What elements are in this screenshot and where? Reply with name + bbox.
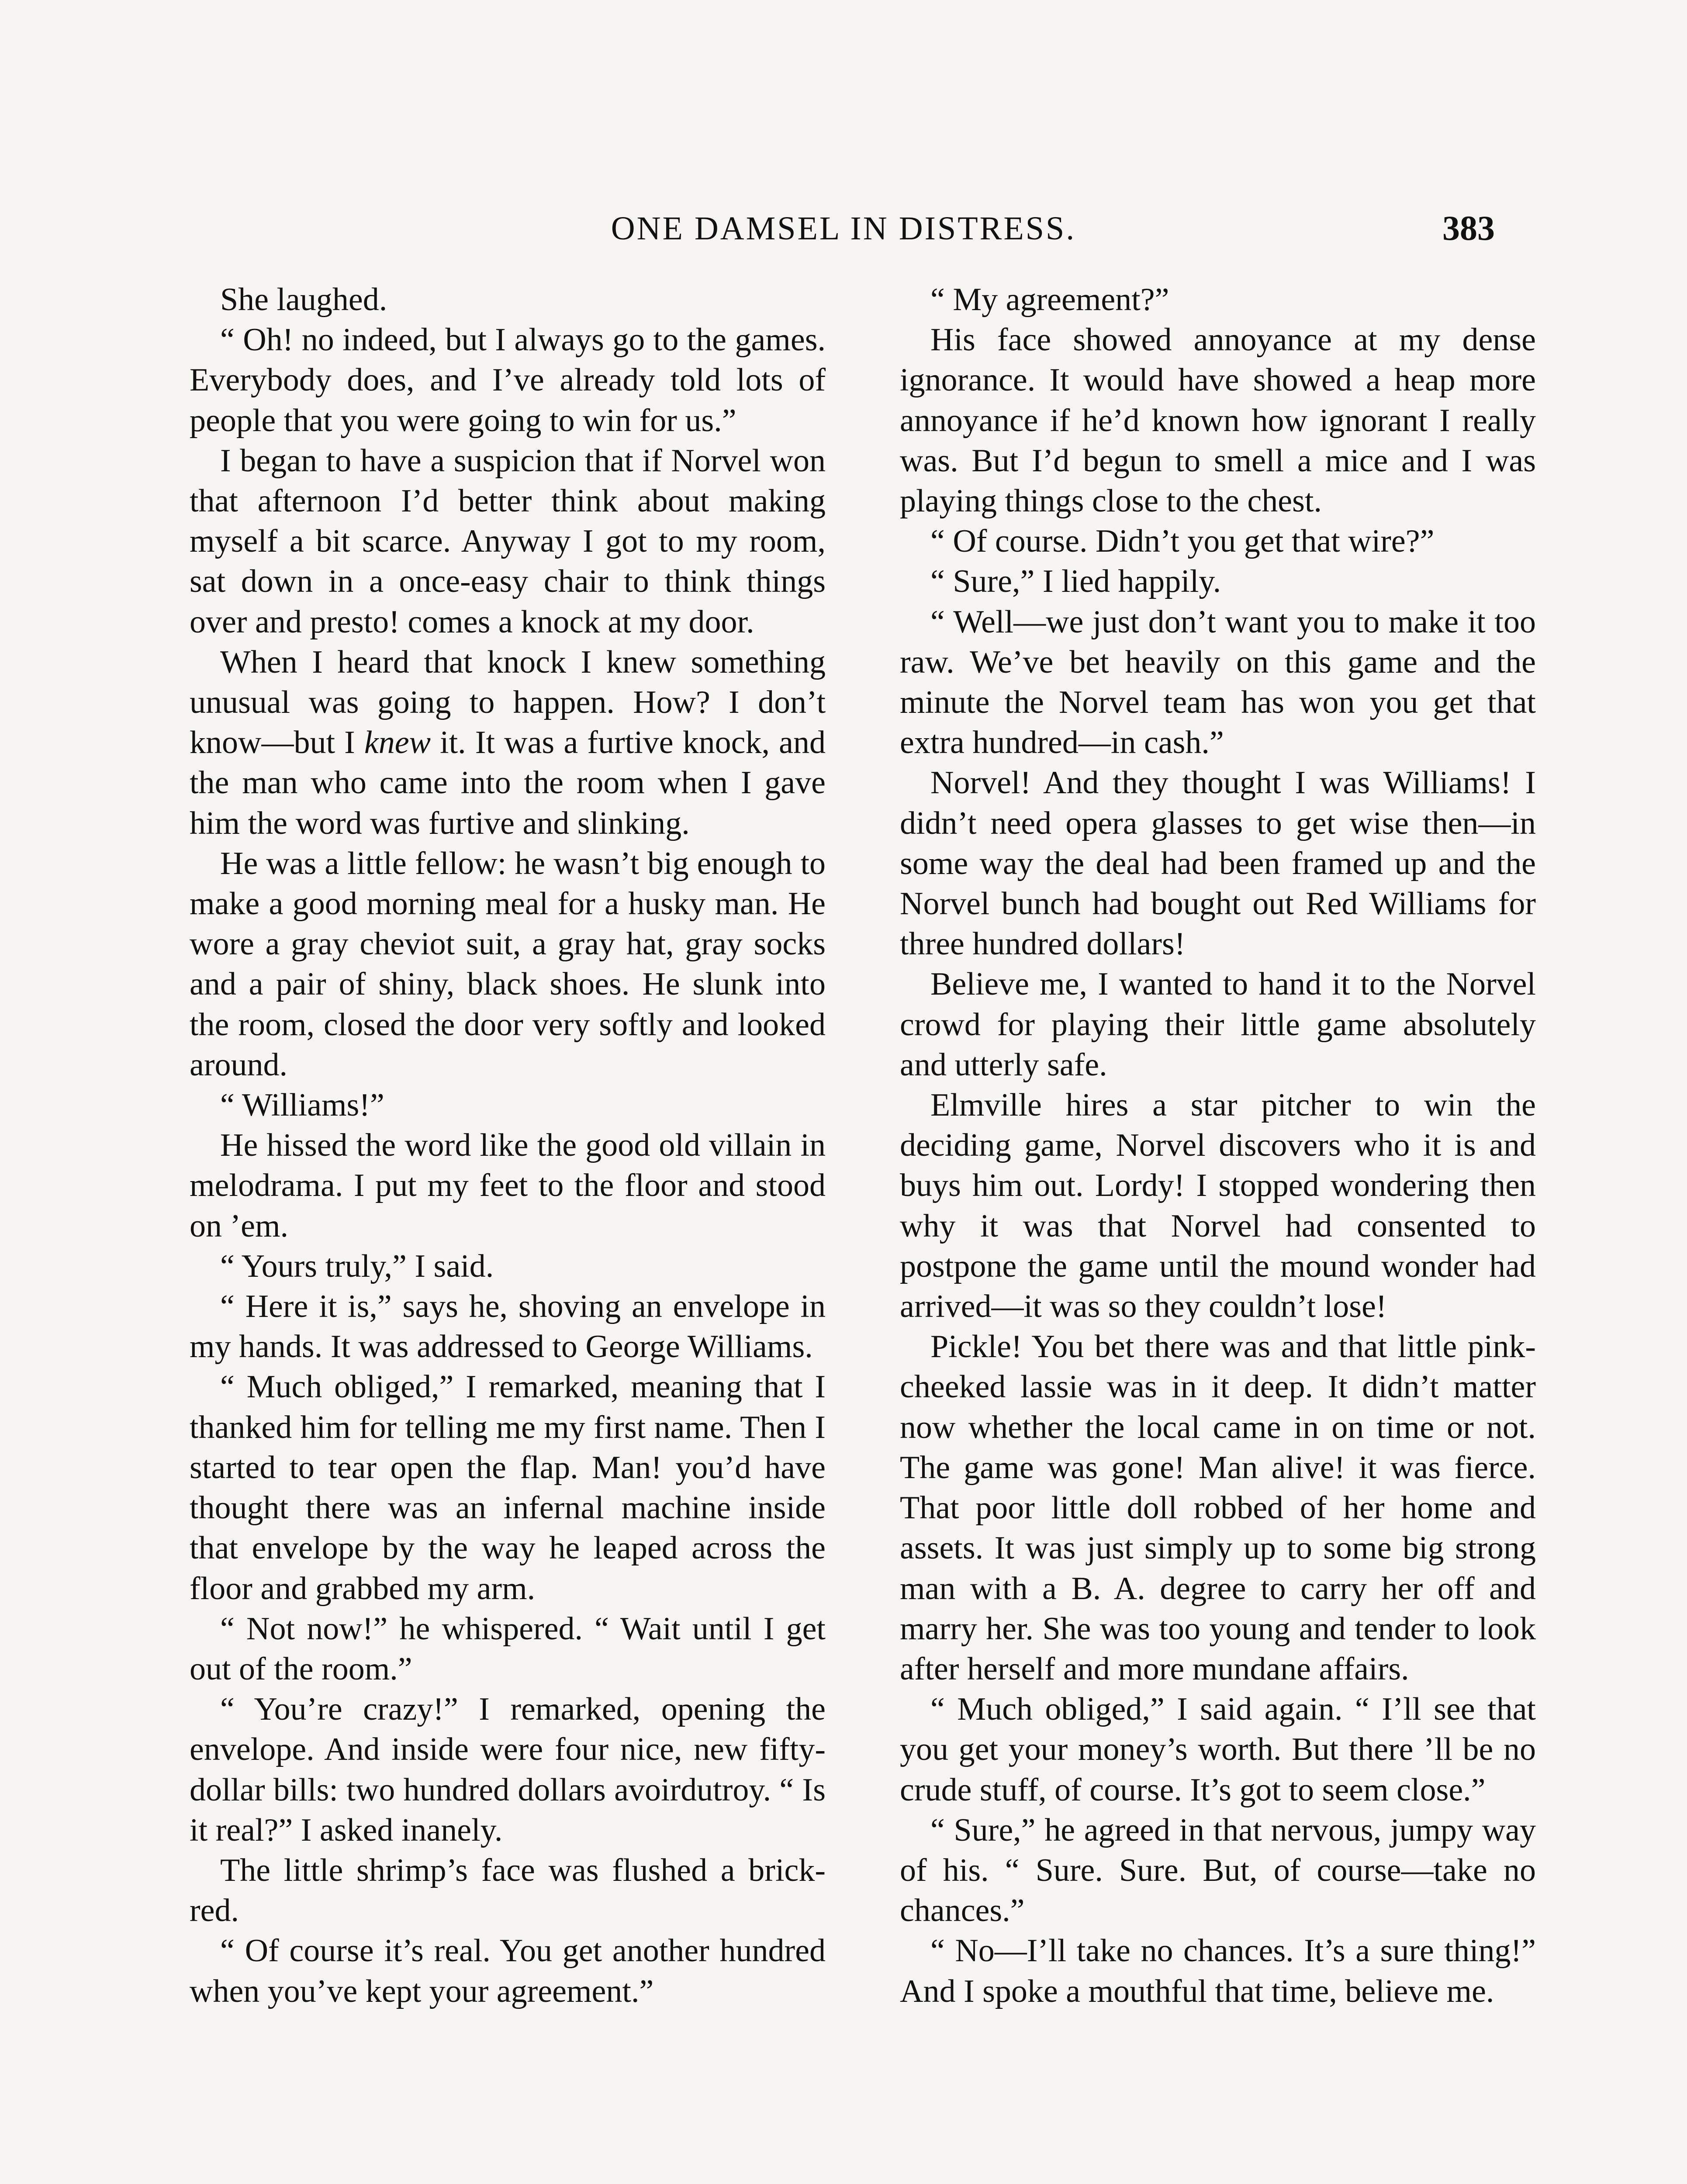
paragraph: “ Well—we just don’t want you to make it too raw. We’ve bet heavily on this game and the minute the Norvel team has won you get that extra hundred—in cash.” [900, 604, 1536, 761]
paragraph: “ Sure,” I lied happily. [930, 563, 1221, 600]
paragraph: “ Oh! no indeed, but I always go to the games. Everybody does, and I’ve already told lots of people that you were going to win for us.” [190, 322, 826, 439]
paragraph: Believe me, I wanted to hand it to the Norvel crowd for playing their little game absolutely and utterly safe. [900, 966, 1536, 1083]
paragraph: He hissed the word like the good old villain in melodrama. I put my feet to the floor and stood on ’em. [190, 1127, 826, 1244]
paragraph: I began to have a suspicion that if Norvel won that afternoon I’d better think about making myself a bit scarce. Anyway I got to my room, sat down in a once-easy chair to think things over and presto! comes a knock at my door. [190, 442, 826, 640]
paragraph: Norvel! And they thought I was Williams! I didn’t need opera glasses to get wise then—in some way the deal had been framed up and the Norvel bunch had bought out Red Williams for three hundred dollars! [900, 765, 1536, 962]
paragraph: “ Of course. Didn’t you get that wire?” [930, 523, 1435, 560]
paragraph: Elmville hires a star pitcher to win the deciding game, Norvel discovers who it is and buys him out. Lordy! I stopped wondering then why it was that Norvel had consented to postpone the game until the mound wonder had arrived—it was so they couldn’t lose! [900, 1087, 1536, 1325]
running-title: ONE DAMSEL IN DISTRESS. [611, 210, 1076, 247]
paragraph [190, 642, 826, 843]
page-header [192, 204, 1495, 252]
paragraph: “ Yours truly,” I said. [220, 1248, 494, 1284]
paragraph: Pickle! You bet there was and that little pink-cheeked lassie was in it deep. It didn’t matter now whether the local came in on time or not. The game was gone! Man alive! it was fierce. That poor little doll robbed of her home and assets. It was just simply up to some big strong man with a B. A. degree to carry her off and marry her. She was too young and tender to look after herself and more mundane affairs. [900, 1329, 1536, 1687]
paragraph: “ No—I’ll take no chances. It’s a sure thing!” And I spoke a mouthful that time, believe me. [900, 1933, 1536, 2009]
paragraph: “ You’re crazy!” I remarked, opening the envelope. And inside were four nice, new fifty-dollar bills: two hundred dollars avoirdutroy. “ Is it real?” I asked inanely. [190, 1691, 826, 1848]
paragraph: “ Much obliged,” I remarked, meaning that I thanked him for telling me my first name. Then I started to tear open the flap. Man! you’d have thought there was an infernal machine inside that envelope by the way he leaped across the floor and grabbed my arm. [190, 1369, 826, 1607]
paragraph: “ My agreement?” [930, 282, 1169, 318]
paragraph: The little shrimp’s face was flushed a brick-red. [190, 1852, 826, 1929]
paragraph: “ Not now!” he whispered. “ Wait until I get out of the room.” [190, 1610, 826, 1687]
paragraph-text: When I heard that knock I knew something unusual was going to happen. How? I don’t know—but I [190, 644, 826, 761]
right-column [900, 280, 1536, 2011]
paragraph: His face showed annoyance at my dense ignorance. It would have showed a heap more annoyance if he’d known how ignorant I really was. But I’d begun to smell a mice and I was playing things close to the chest. [900, 322, 1536, 519]
paragraph: “ Much obliged,” I said again. “ I’ll see that you get your money’s worth. But there ’ll be no crude stuff, of course. It’s got to seem close.” [900, 1691, 1536, 1808]
page-number: 383 [1442, 209, 1495, 248]
paragraph: “ Here it is,” says he, shoving an envelope in my hands. It was addressed to George Williams. [190, 1289, 826, 1365]
paragraph-text: it. It was a furtive knock, and the man who came into the room when I gave him the word was furtive and slinking. [190, 725, 826, 841]
paragraph: “ Williams!” [220, 1087, 384, 1123]
left-column [190, 280, 826, 2011]
paragraph: “ Sure,” he agreed in that nervous, jumpy way of his. “ Sure. Sure. But, of course—take no chances.” [900, 1812, 1536, 1929]
paragraph: “ Of course it’s real. You get another hundred when you’ve kept your agreement.” [190, 1933, 826, 2009]
italic-word: knew [364, 725, 431, 761]
paragraph: He was a little fellow: he wasn’t big enough to make a good morning meal for a husky man. He wore a gray cheviot suit, a gray hat, gray socks and a pair of shiny, black shoes. He slunk into the room, closed the door very softly and looked around. [190, 845, 826, 1083]
paragraph: She laughed. [220, 282, 387, 318]
